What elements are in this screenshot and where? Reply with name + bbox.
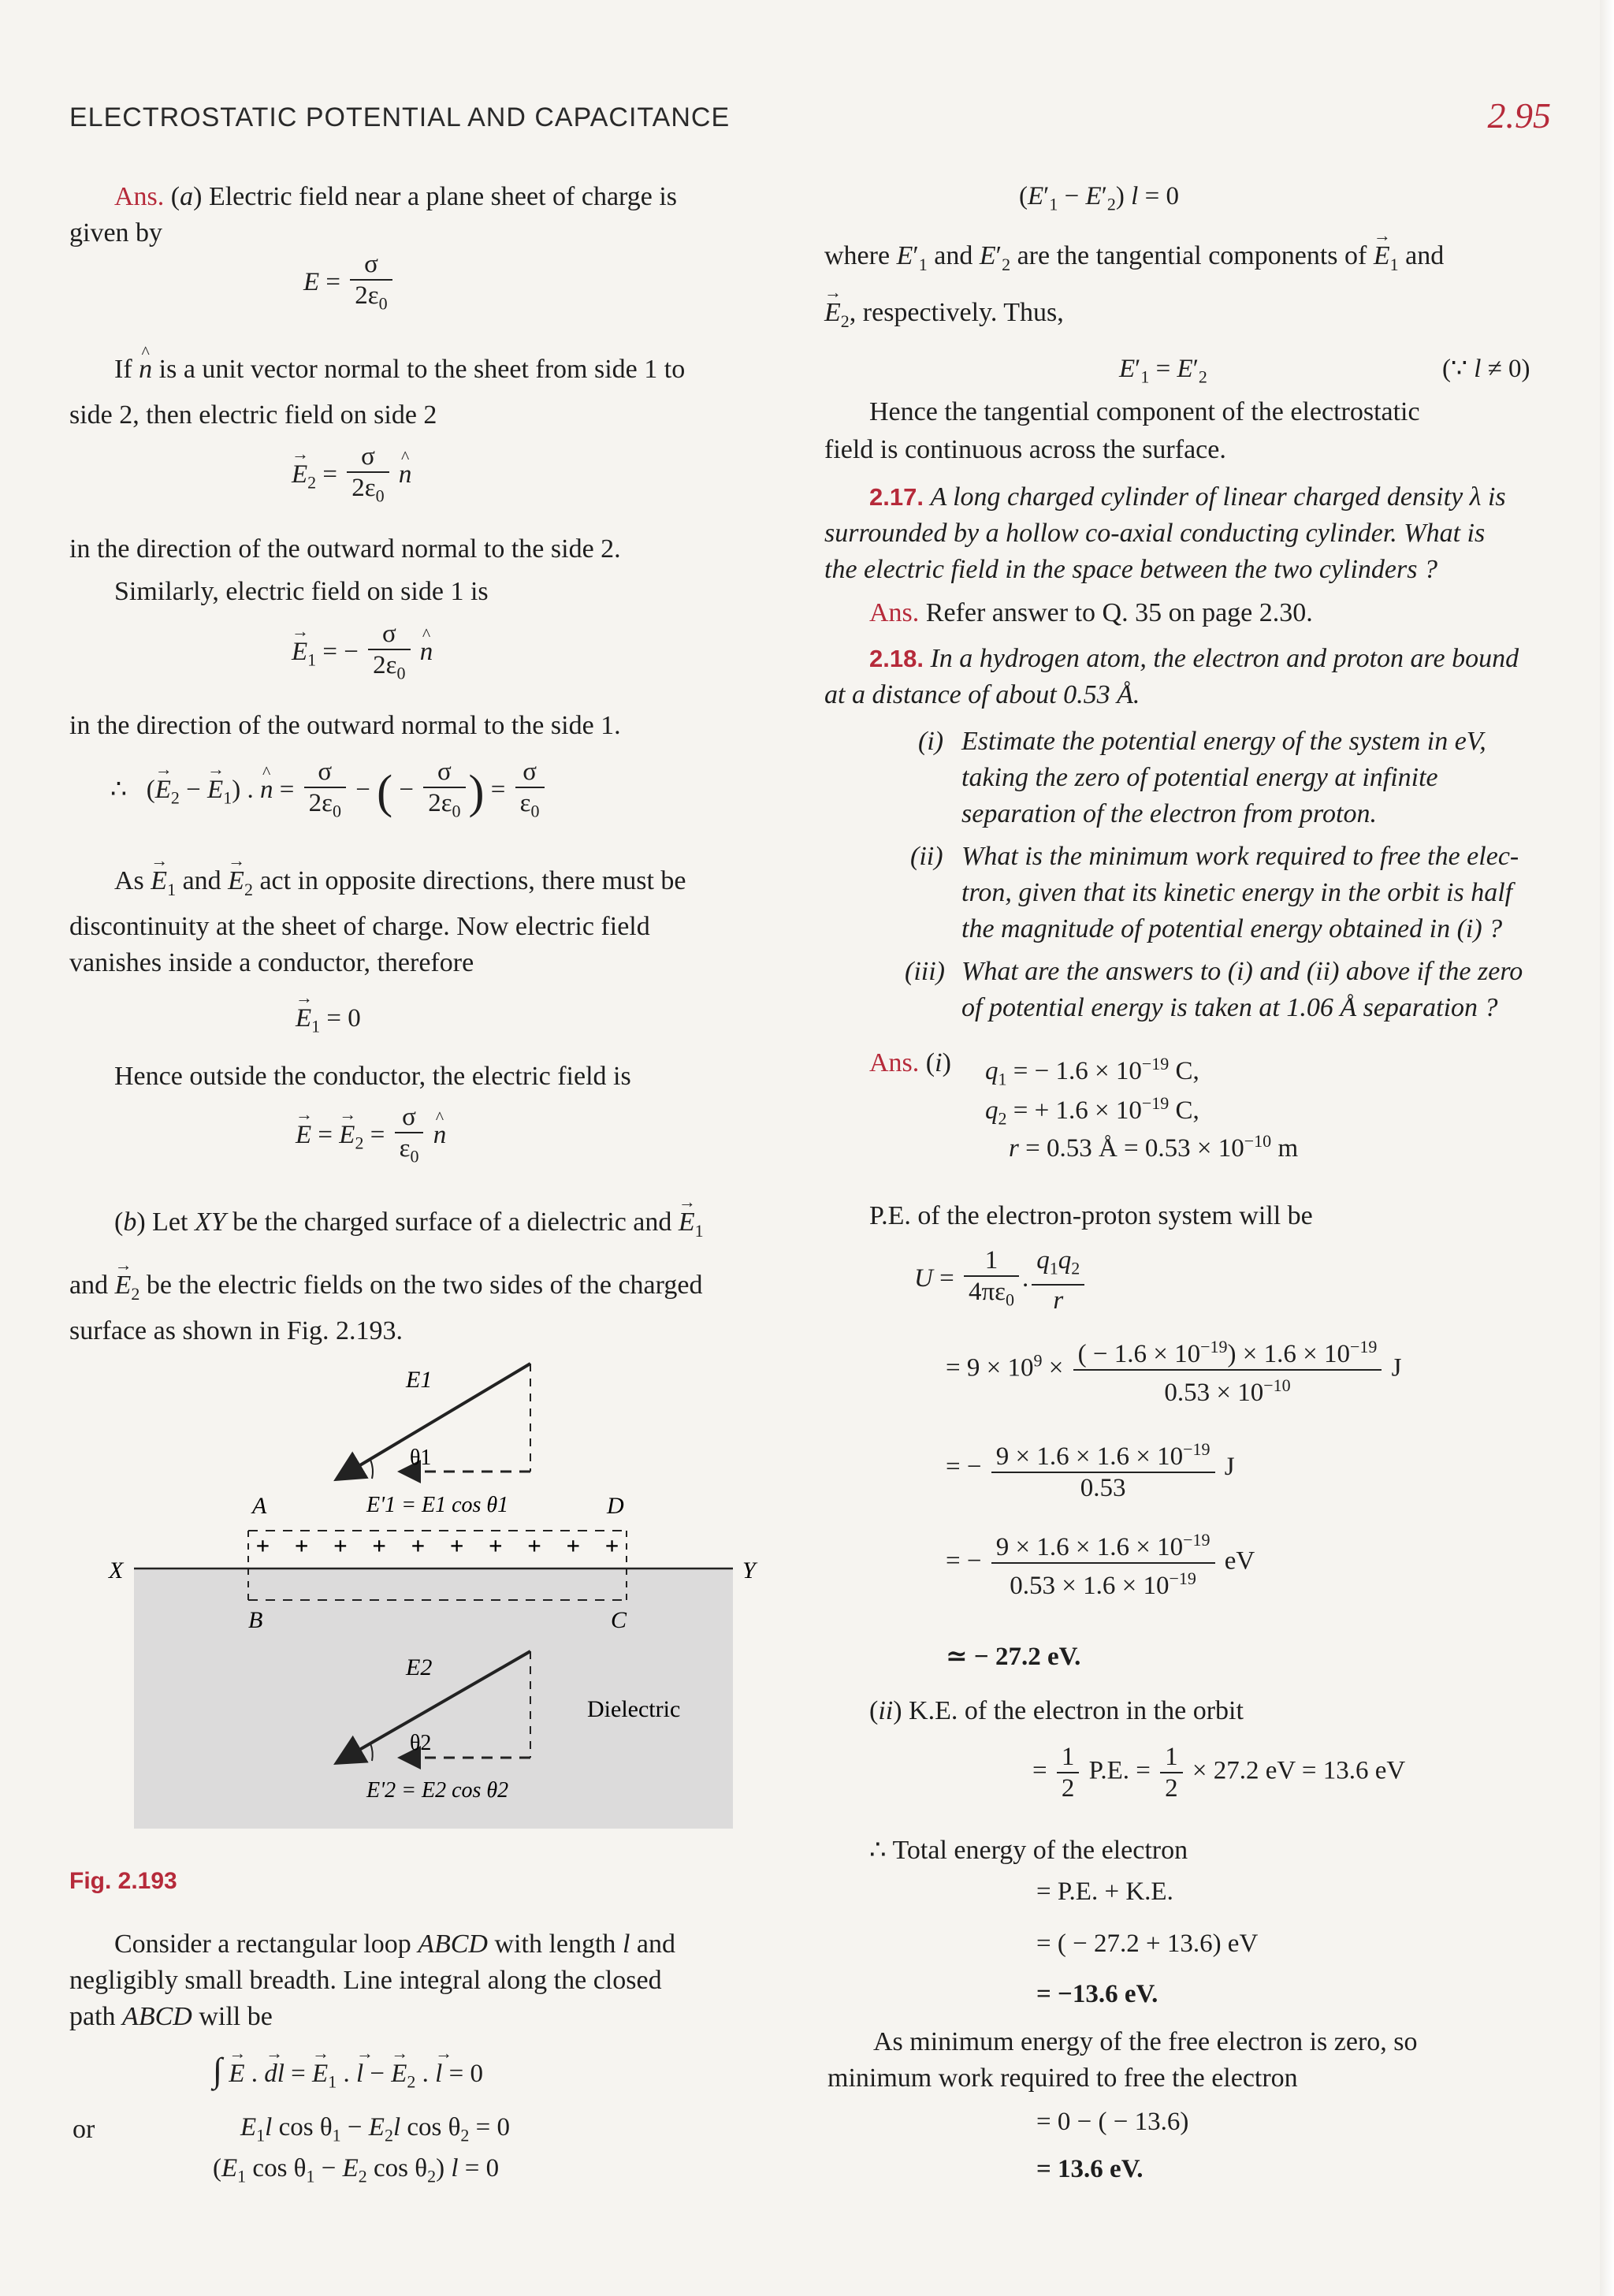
eq-E-outside: → E = → $E_2$ = $\frac{\sigma}{\varepsilon_0}$ ^ n (296, 1102, 446, 1172)
angle-arc-1 (370, 1460, 373, 1479)
left-para-2-line-1: If ^ n is a unit vector normal to the sheet from side 1 to (114, 353, 685, 386)
figure-caption: Fig. 2.193 (69, 1868, 177, 1894)
label-A: A (252, 1493, 267, 1519)
label-E2: E2 (406, 1654, 433, 1680)
left-para-8-line-1: (b) Let XY be the charged surface of a dielectric and → $E_1$ (114, 1206, 704, 1248)
item-i-line-2: taking the zero of potential energy at infinite (961, 763, 1438, 792)
plus-charges: + + + + + + + + + + (256, 1532, 619, 1558)
chapter-title: ELECTROSTATIC POTENTIAL AND CAPACITANCE (69, 102, 731, 132)
item-iii-num: (iii) (905, 957, 945, 986)
item-i-line-1: Estimate the potential energy of the system in eV, (961, 727, 1486, 756)
right-para-2-line-1: Hence the tangential component of the electrostatic (869, 397, 1420, 426)
left-para-9-line-2: negligibly small breadth. Line integral along the closed (69, 1966, 662, 1995)
eq-U: U = $\frac{1}{4\pi\varepsilon_0}$ . $\frac{q_1q_2}{r}$ (914, 1245, 1088, 1315)
left-para-7: Hence outside the conductor, the electric field is (114, 1062, 631, 1091)
eq-q2: $q_2$ = + $1.6 \times 10^{-19}$ C, (985, 1093, 1199, 1129)
label-theta1: θ1 (410, 1446, 432, 1470)
question-2-17-line-3: the electric field in the space between the two cylinders ? (824, 555, 1437, 584)
left-para-6-line-3: vanishes inside a conductor, therefore (69, 948, 474, 977)
eq-line-integral: ∫ → E . → dl = → $E_1$ . → l − → $E_2$ . → l = 0 (213, 2055, 483, 2098)
label-dielectric: Dielectric (587, 1696, 681, 1722)
label-Y: Y (742, 1557, 756, 1583)
ke-line: (ii) K.E. of the electron in the orbit (869, 1696, 1244, 1725)
eq-min-2: = 13.6 eV. (1036, 2155, 1144, 2183)
eq-r: r = 0.53 Å = $0.53 \times 10^{-10}$ m (1009, 1131, 1299, 1163)
eq-tangential-zero: $(E'_1 - E'_2) l = 0$ (1019, 182, 1179, 214)
eq-E1-zero: → $E_1 = 0$ (296, 1003, 361, 1043)
item-ii-line-2: tron, given that its kinetic energy in the orbit is half (961, 878, 1513, 907)
label-theta2: θ2 (410, 1731, 432, 1755)
left-para-3: in the direction of the outward normal to the side 2. (69, 534, 621, 564)
min-line-1: As minimum energy of the free electron is zero, so (873, 2027, 1418, 2056)
eq-U-sub: = $9 \times 10^9$ × $\frac{( - 1.6 \times 10^{-19}) \times 1.6 \times 10^{-19}}{0.53 \times 10^{-10}}$ J (946, 1332, 1401, 1408)
figure-2-193 (95, 1356, 804, 1829)
eq-U-step3: = − $\frac{9 \times 1.6 \times 1.6 \times 10^{-19}}{0.53 \times 1.6 \times 10^{-19}}$ eV (946, 1525, 1255, 1601)
label-E1-tangential: E'1 = E1 cos θ1 (366, 1493, 509, 1517)
item-i-num: (i) (918, 727, 944, 756)
min-line-2: minimum work required to free the electron (827, 2063, 1298, 2093)
item-ii-num: (ii) (910, 842, 943, 871)
left-para-6-line-2: discontinuity at the sheet of charge. Now electric field (69, 912, 650, 941)
left-para-9-line-1: Consider a rectangular loop ABCD with length l and (114, 1929, 675, 1959)
item-i-line-3: separation of the electron from proton. (961, 799, 1377, 828)
left-para-8-line-3: surface as shown in Fig. 2.193. (69, 1316, 404, 1345)
total-line: ∴ Total energy of the electron (869, 1836, 1188, 1865)
page-edge (1600, 0, 1614, 2296)
eq-q1: $q_1$ = − $1.6 \times 10^{-19}$ C, (985, 1054, 1199, 1089)
right-para-1-line-2: → $E_2$, respectively. Thus, (824, 296, 1064, 338)
label-X: X (109, 1557, 124, 1583)
page-number: 2.95 (1487, 95, 1551, 136)
left-para-6-line-1: $As \to E_1$ and → $E_2$ act in opposite directions, there must be (114, 865, 686, 906)
question-2-18-line-1: 2.18. In a hydrogen atom, the electron and proton are bound (869, 644, 1519, 673)
left-para-1-line-1: Ans. (a) Electric field near a plane sheet of charge is (114, 182, 678, 211)
result-pe: ≃ − 27.2 eV. (946, 1643, 1081, 1671)
item-ii-line-1: What is the minimum work required to free the elec- (961, 842, 1519, 871)
item-iii-line-2: of potential energy is taken at 1.06 Å separation ? (961, 993, 1498, 1022)
label-B: B (248, 1607, 263, 1633)
item-iii-line-1: What are the answers to (i) and (ii) above if the zero (961, 957, 1523, 986)
question-2-17-line-2: surrounded by a hollow co-axial conducting cylinder. What is (824, 519, 1486, 548)
left-para-1-line-2: given by (69, 218, 163, 247)
question-2-17-line-1: 2.17. A long charged cylinder of linear charged density λ is (869, 482, 1506, 512)
eq-difference: ∴ (→ $E_2$ − → $E_1$) . ^ n = $\frac{\sigma}{2\varepsilon_0}$ − ( − $\frac{\sigma}{2\varepsilon_0}$ ) = $\frac{\sigma}{\varepsilon_0}$ (110, 757, 548, 827)
question-2-18-line-2: at a distance of about 0.53 Å. (824, 680, 1140, 709)
left-para-9-line-3: path ABCD will be (69, 2002, 273, 2031)
left-para-8-line-2: and → $E_2$ be the electric fields on the two sides of the charged (69, 1269, 702, 1311)
vector-E1 (339, 1364, 530, 1478)
label-C: C (611, 1607, 627, 1633)
eq-total-1: = P.E. + K.E. (1036, 1877, 1173, 1906)
left-or: or (73, 2115, 95, 2144)
pe-line: P.E. of the electron-proton system will be (869, 1201, 1313, 1230)
eq-E-equal: $E'_1 = E'_2$ (1119, 355, 1207, 387)
eq-E-sigma-2eps: E = $\frac{\sigma}{2\varepsilon_0}$ (303, 249, 396, 319)
item-ii-line-3: the magnitude of potential energy obtained in (i) ? (961, 914, 1503, 943)
label-E1: E1 (406, 1367, 433, 1393)
left-para-4: Similarly, electric field on side 1 is (114, 577, 489, 606)
eq-total-2: = ( − 27.2 + 13.6) eV (1036, 1929, 1259, 1958)
right-para-2-line-2: field is continuous across the surface. (824, 435, 1226, 464)
eq-U-step2: = − $\frac{9 \times 1.6 \times 1.6 \times 10^{-19}}{0.53}$ J (946, 1435, 1235, 1503)
label-D: D (607, 1493, 624, 1519)
eq-E2: → $E_2$ = $\frac{\sigma}{2\varepsilon_0}$ ^ n (292, 441, 411, 512)
since-note: (∵ l ≠ 0) (1442, 355, 1530, 383)
answer-2-17: Ans. Refer answer to Q. 35 on page 2.30. (869, 598, 1313, 627)
eq-cos-1: $E_1l$ $\cos \theta_1 - E_2l$ $\cos \theta_2 = 0$ (240, 2113, 511, 2145)
eq-cos-2: ($E_1$ $\cos \theta_1 - E_2$ $\cos \theta_2$) l = 0 (213, 2154, 500, 2186)
eq-total-3: = −13.6 eV. (1036, 1980, 1158, 2008)
label-E2-tangential: E'2 = E2 cos θ2 (366, 1778, 509, 1803)
eq-E1: → $E_1$ = − $\frac{\sigma}{2\varepsilon_0}$ ^ n (292, 619, 433, 689)
eq-ke: = $\frac{1}{2}$ P.E. = $\frac{1}{2}$ × 27.2 eV = 13.6 eV (1032, 1743, 1406, 1803)
left-para-5: in the direction of the outward normal to the side 1. (69, 711, 621, 740)
left-para-2-line-2: side 2, then electric field on side 2 (69, 400, 437, 430)
running-header (69, 95, 1551, 148)
right-para-1-line-1: where $E'_1$ and $E'_2$ are the tangential components of → $E_1$ and (824, 240, 1444, 281)
answer-2-18-label: Ans. (i) (869, 1048, 951, 1077)
eq-min-1: = 0 − ( − 13.6) (1036, 2108, 1189, 2136)
